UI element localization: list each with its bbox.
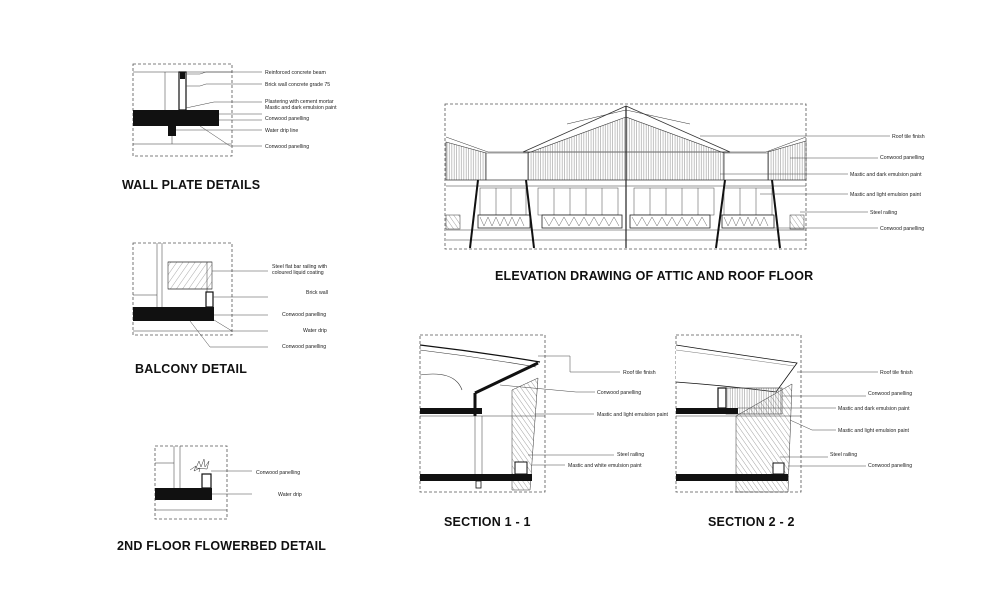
- label-plastering: Plastering with cement mortar: [265, 99, 334, 105]
- section-slab: [420, 408, 482, 414]
- label-conwood-panelling-2: Conwood panelling: [868, 463, 913, 469]
- label-mastic-dark: Mastic and dark emulsion paint: [265, 105, 337, 111]
- label-conwood-panelling: Conwood panelling: [282, 312, 327, 318]
- label-brick-wall: Brick wall concrete grade 75: [265, 82, 331, 88]
- section-slab: [676, 408, 738, 414]
- label-brick-wall: Brick wall: [306, 290, 328, 296]
- plant-icon: [190, 459, 209, 472]
- flowerbed-detail: [117, 446, 326, 553]
- section-2-2: [676, 335, 913, 529]
- label-reinforced-concrete-beam: Reinforced concrete beam: [265, 70, 326, 76]
- label-conwood-panelling: Conwood panelling: [868, 391, 913, 397]
- balcony-slab: [133, 307, 214, 321]
- balcony-title: BALCONY DETAIL: [135, 362, 248, 376]
- label-roof-tile-finish: Roof tile finish: [623, 370, 656, 376]
- label-steel-railing: Steel railing: [870, 210, 898, 216]
- label-water-drip-line: Water drip line: [265, 128, 299, 134]
- label-mastic-white: Mastic and white emulsion paint: [568, 463, 642, 469]
- section-slab-lower: [676, 474, 788, 481]
- flowerbed-slab: [155, 488, 212, 500]
- label-mastic-light: Mastic and light emulsion paint: [850, 192, 921, 198]
- detail-frame: [155, 446, 227, 519]
- label-steel-railing: Steel railing: [830, 452, 858, 458]
- label-conwood-panelling: Conwood panelling: [880, 155, 925, 161]
- elevation-drawing: [445, 104, 925, 283]
- label-conwood-panelling-2: Conwood panelling: [880, 226, 925, 232]
- label-roof-tile-finish: Roof tile finish: [880, 370, 913, 376]
- label-steel-railing: Steel railing: [617, 452, 645, 458]
- label-water-drip: Water drip: [278, 492, 302, 498]
- label-conwood-panelling-2: Conwood panelling: [282, 344, 327, 350]
- label-mastic-dark: Mastic and dark emulsion paint: [850, 172, 922, 178]
- label-mastic-light: Mastic and light emulsion paint: [597, 412, 668, 418]
- section-slab-lower: [420, 474, 532, 481]
- label-mastic-light: Mastic and light emulsion paint: [838, 428, 909, 434]
- flowerbed-title: 2ND FLOOR FLOWERBED DETAIL: [117, 539, 327, 553]
- section-1-1: [420, 335, 668, 529]
- label-conwood-panelling-2: Conwood panelling: [265, 144, 310, 150]
- label-coloured-liquid-coating: coloured liquid coating: [272, 270, 324, 276]
- section-1-title: SECTION 1 - 1: [444, 515, 531, 529]
- label-steel-flat-bar-railing: Steel flat bar railing with: [272, 264, 328, 270]
- elevation-title: ELEVATION DRAWING OF ATTIC AND ROOF FLOOR: [495, 269, 814, 283]
- label-mastic-dark: Mastic and dark emulsion paint: [838, 406, 910, 412]
- label-roof-tile-finish: Roof tile finish: [892, 134, 925, 140]
- wall-plate-title: WALL PLATE DETAILS: [122, 178, 261, 192]
- label-conwood-panelling: Conwood panelling: [256, 470, 301, 476]
- label-conwood-panelling: Conwood panelling: [265, 116, 310, 122]
- label-water-drip: Water drip: [303, 328, 327, 334]
- balcony-detail: [133, 243, 328, 376]
- section-2-title: SECTION 2 - 2: [708, 515, 795, 529]
- label-conwood-panelling: Conwood panelling: [597, 390, 642, 396]
- wall-plate-detail: [122, 64, 337, 192]
- floor-slab: [133, 110, 219, 126]
